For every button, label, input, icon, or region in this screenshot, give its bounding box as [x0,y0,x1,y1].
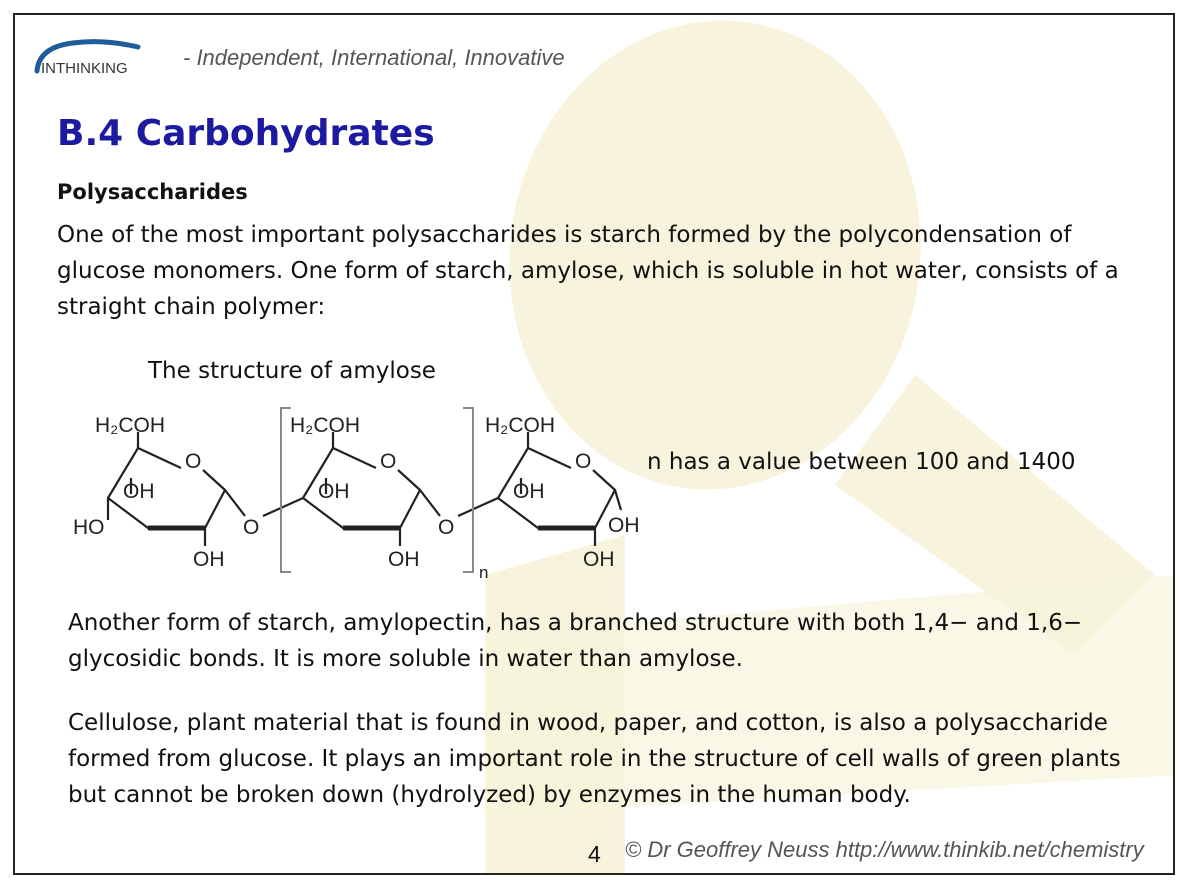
slide [13,13,1175,875]
unit-3-c1-oh-label: OH [608,514,640,537]
unit-3-c2-oh-label: OH [583,548,615,571]
n-value-note: n has a value between 100 and 1400 [647,449,1076,475]
logo-text: INTHINKING [41,60,128,77]
unit-2-ch2oh-label: H₂COH [290,414,360,437]
unit-3-c1-bond [615,490,621,510]
amylose-structure-diagram [53,400,643,590]
unit-3-ring-oxygen: O [575,450,592,473]
unit-3-c3-oh-label: OH [513,480,545,503]
unit-1-ch2oh-label: H₂COH [95,414,165,437]
inthinking-logo [33,29,183,79]
unit-1-glycosidic-bond [225,490,303,516]
unit-2-c2-oh-label: OH [388,548,420,571]
unit-1-glycosidic-oxygen: O [243,516,260,539]
unit-1-c2-oh-label: OH [193,548,225,571]
copyright-footer: © Dr Geoffrey Neuss http://www.thinkib.net/chemistry [625,837,1144,862]
repeat-bracket-right [463,408,473,572]
unit-1-c4-ho-label: HO [73,516,105,539]
paragraph-cellulose: Cellulose, plant material that is found in wood, paper, and cotton, is also a polysaccharide formed from glucose. It plays an important role in the structure of cell walls of green plants but cannot be broken down (hydrolyzed) by enzymes in the human body. [68,710,1121,808]
unit-2-c3-oh-label: OH [318,480,350,503]
unit-3-ch2oh-label: H₂COH [485,414,555,437]
repeat-subscript-n: n [479,563,489,582]
figure-caption: The structure of amylose [148,358,436,384]
section-heading: Polysaccharides [57,180,248,204]
unit-1-ring-oxygen: O [185,450,202,473]
page-number: 4 [588,841,601,867]
unit-2-ring-oxygen: O [380,450,397,473]
unit-2-glycosidic-bond [420,490,498,516]
page-title: B.4 Carbohydrates [57,113,435,154]
paragraph-intro: One of the most important polysaccharides is starch formed by the polycondensation of glucose monomers. One form of starch, amylose, which is soluble in hot water, consists of a straight chain polymer: [57,222,1119,320]
unit-1-c3-oh-label: OH [123,480,155,503]
tagline: - Independent, International, Innovative [183,45,565,70]
unit-2-glycosidic-oxygen: O [438,516,455,539]
paragraph-amylopectin: Another form of starch, amylopectin, has a branched structure with both 1,4− and 1,6− glycosidic bonds. It is more soluble in water than amylose. [68,610,1083,672]
